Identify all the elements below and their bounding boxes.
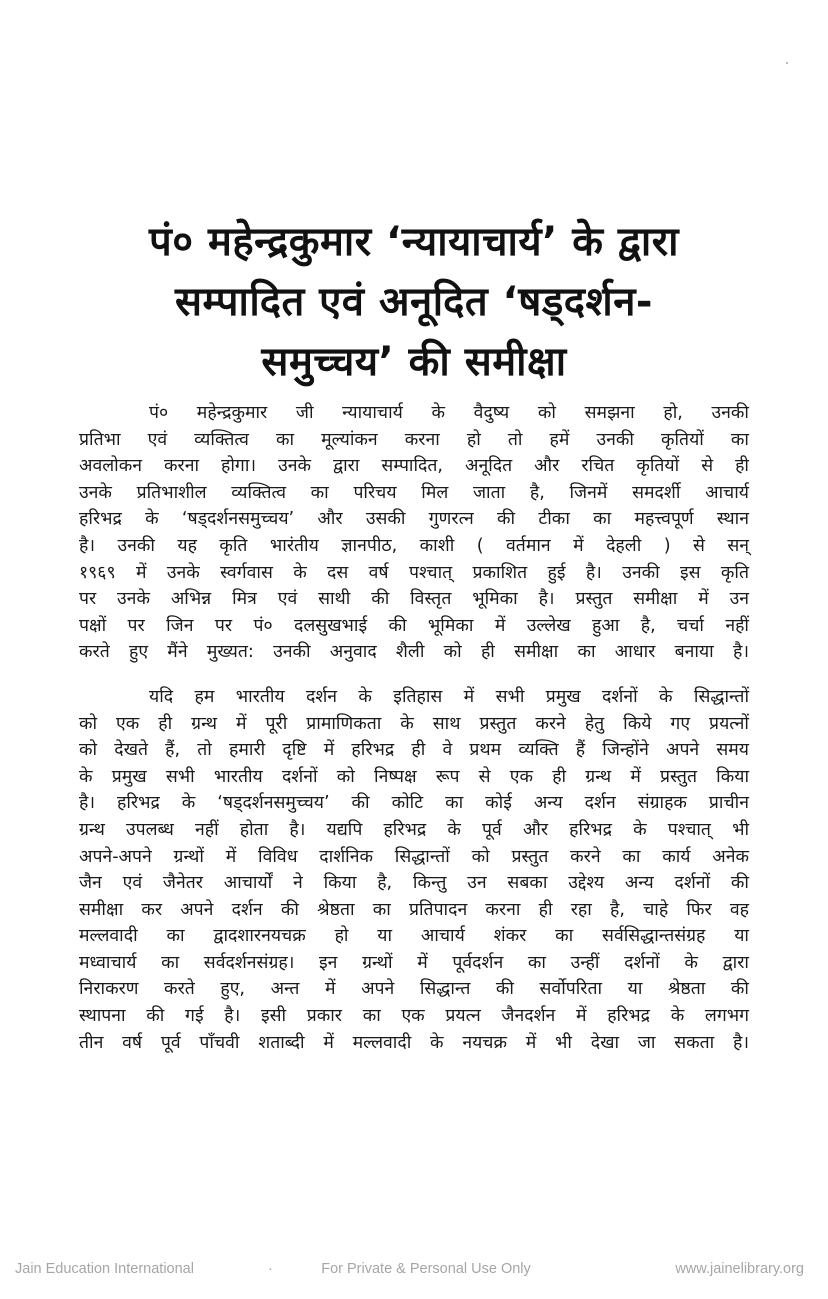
text-line: है। हरिभद्र के ‘षड्दर्शनसमुच्चय’ की कोटि का कोई अन्य दर्शन संग्राहक प्राचीन [79, 793, 749, 814]
text-line: उनके प्रतिभाशील व्यक्तित्व का परिचय मिल जाता है, जिनमें समदर्शी आचार्य [79, 482, 749, 503]
text-line: के प्रमुख सभी भारतीय दर्शनों को निष्पक्ष रूप से एक ही ग्रन्थ में प्रस्तुत किया [79, 766, 749, 787]
text-line: को एक ही ग्रन्थ में पूरी प्रामाणिकता के साथ प्रस्तुत करने हेतु किये गए प्रयत्नों [79, 713, 749, 734]
title-line: पं० महेन्द्रकुमार ‘न्यायाचार्य’ के द्वारा [149, 219, 679, 265]
text-line: ग्रन्थ उपलब्ध नहीं होता है। यद्यपि हरिभद्र के पूर्व और हरिभद्र के पश्चात् भी [79, 819, 749, 840]
text-line: तीन वर्ष पूर्व पाँचवी शताब्दी में मल्लवादी के नयचक्र में भी देखा जा सकता है। [79, 1032, 749, 1053]
text-line: मध्वाचार्य का सर्वदर्शनसंग्रह। इन ग्रन्थों में पूर्वदर्शन का उन्हीं दर्शनों के द्वारा [79, 952, 749, 973]
text-line: है। उनकी यह कृति भारंतीय ज्ञानपीठ, काशी ( वर्तमान में देहली ) से सन् [79, 535, 749, 556]
text-line: यदि हम भारतीय दर्शन के इतिहास में सभी प्रमुख दर्शनों के सिद्धान्तों [149, 686, 749, 707]
text-line: पर उनके अभिन्न मित्र एवं साथी की विस्तृत भूमिका है। प्रस्तुत समीक्षा में उन [79, 589, 749, 610]
scan-artifact [786, 62, 788, 64]
text-line: करते हुए मैंने मुख्यत: उनकी अनुवाद शैली को ही समीक्षा का आधार बनाया है। [79, 642, 749, 663]
page-footer [0, 1258, 828, 1282]
text-line: हरिभद्र के ‘षड्दर्शनसमुच्चय’ और उसकी गुणरत्न की टीका का महत्त्वपूर्ण स्थान [79, 509, 749, 530]
page-title [90, 212, 738, 392]
paragraph-2 [79, 684, 749, 1056]
footer-separator: · [268, 1261, 273, 1277]
title-line: सम्पादित एवं अनूदित ‘षड्दर्शन- [174, 279, 654, 325]
footer-website-link[interactable]: www.jainelibrary.org [675, 1261, 804, 1277]
text-line: मल्लवादी का द्वादशारनयचक्र हो या आचार्य शंकर का सर्वसिद्धान्तसंग्रह या [79, 926, 749, 947]
text-line: प्रतिभा एवं व्यक्तित्व का मूल्यांकन करना हो तो हमें उनकी कृतियों का [79, 429, 749, 450]
title-line: समुच्चय’ की समीक्षा [261, 339, 567, 385]
text-line: समीक्षा कर अपने दर्शन की श्रेष्ठता का प्रतिपादन करना ही रहा है, चाहे फिर वह [79, 899, 749, 920]
text-line: १९६९ में उनके स्वर्गवास के दस वर्ष पश्चात् प्रकाशित हुई है। उनकी इस कृति [79, 562, 749, 583]
footer-publisher: Jain Education International [15, 1261, 194, 1277]
text-line: अवलोकन करना होगा। उनके द्वारा सम्पादित, अनूदित और रचित कृतियों से ही [79, 456, 749, 477]
article-body [79, 400, 749, 1056]
text-line: निराकरण करते हुए, अन्त में अपने सिद्धान्त की सर्वोपरिता या श्रेष्ठता की [79, 979, 749, 1000]
footer-usage-notice: For Private & Personal Use Only [321, 1261, 531, 1277]
text-line: पं० महेन्द्रकुमार जी न्यायाचार्य के वैदुष्य को समझना हो, उनकी [149, 403, 749, 423]
paragraph-1 [79, 400, 749, 666]
text-line: जैन एवं जैनेतर आचार्यों ने किया है, किन्तु उन सबका उद्देश्य अन्य दर्शनों की [79, 873, 749, 894]
text-line: स्थापना की गई है। इसी प्रकार का एक प्रयत्न जैनदर्शन में हरिभद्र के लगभग [79, 1006, 749, 1027]
text-line: को देखते हैं, तो हमारी दृष्टि में हरिभद्र ही वे प्रथम व्यक्ति हैं जिन्होंने अपने समय [79, 740, 749, 761]
text-line: पक्षों पर जिन पर पं० दलसुखभाई की भूमिका में उल्लेख हुआ है, चर्चा नहीं [79, 615, 749, 636]
text-line: अपने-अपने ग्रन्थों में विविध दार्शनिक सिद्धान्तों को प्रस्तुत करने का कार्य अनेक [79, 846, 749, 867]
